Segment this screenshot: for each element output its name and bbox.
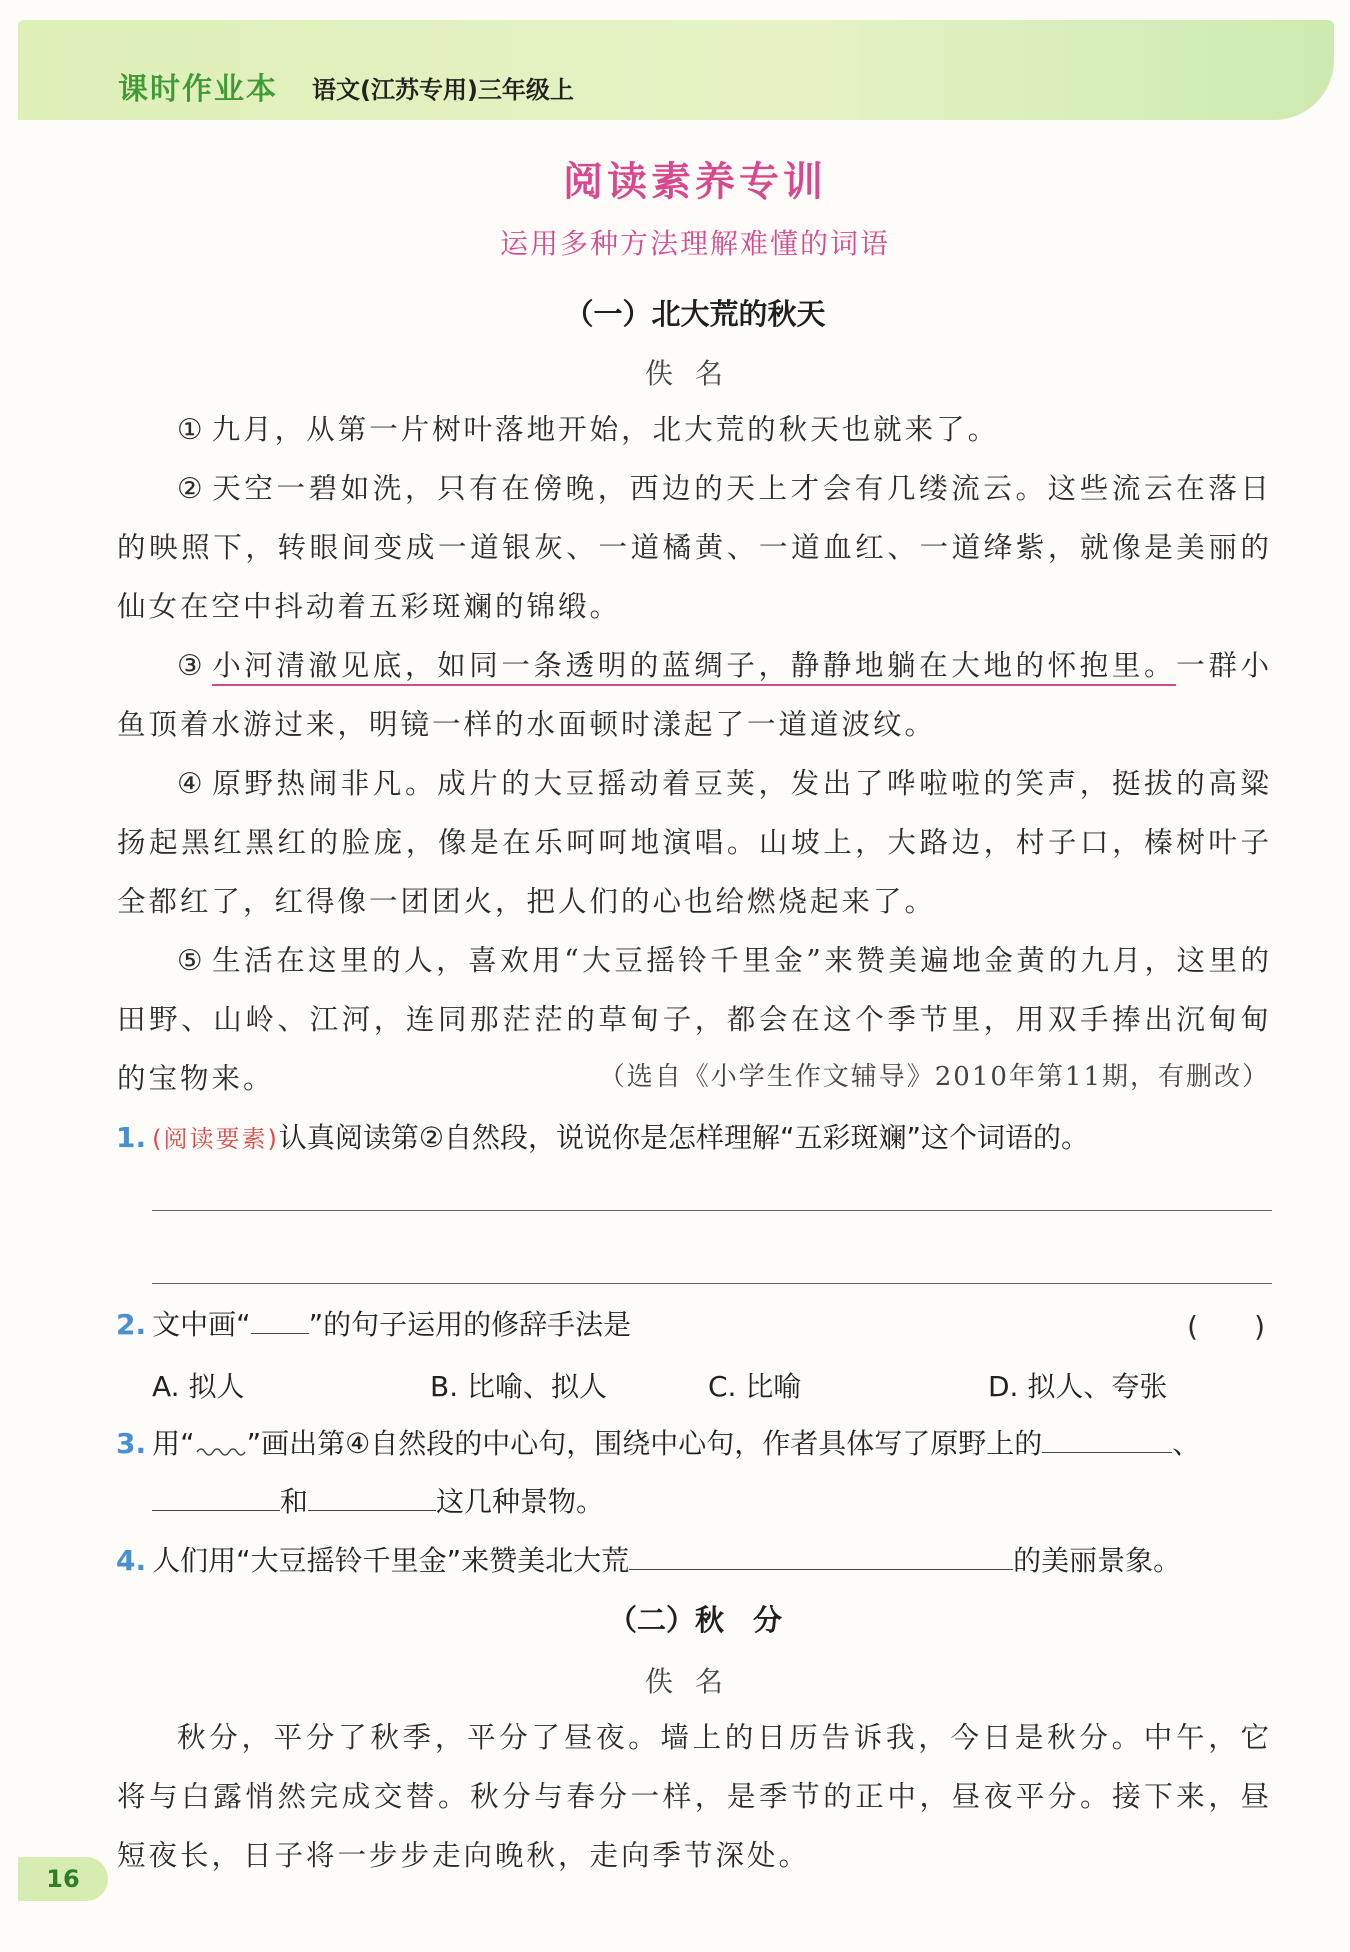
question-2: 2. 文中画“ ”的句子运用的修辞手法是 xyxy=(116,1305,1276,1345)
option-b[interactable]: B. 比喻、拟人 xyxy=(430,1370,608,1403)
source-citation: （选自《小学生作文辅导》2010年第11期，有删改） xyxy=(598,1062,1270,1092)
blank-3[interactable] xyxy=(308,1482,436,1511)
paragraph-1: ① 九月，从第一片树叶落地开始，北大荒的秋天也就来了。 xyxy=(177,413,1000,446)
section2-paragraph: 秋分，平分了秋季，平分了昼夜。墙上的日历告诉我，今日是秋分。中午，它将与白露悄然完成交替。秋分与春分一样，是季节的正中，昼夜平分。接下来，昼短夜长，日子将一步步走向晚秋，走向季节深处。 xyxy=(117,1721,1272,1872)
paragraph-4: ④ 原野热闹非凡。成片的大豆摇动着豆荚，发出了哗啦啦的笑声，挺拔的高粱扬起黑红黑红的脸庞，像是在乐呵呵地演唱。山坡上，大路边，村子口，榛树叶子全都红了，红得像一团团火，把人们的心也给燃烧起来了。 xyxy=(117,767,1272,918)
section1-title: （一）北大荒的秋天 xyxy=(564,297,826,331)
option-d[interactable]: D. 拟人、夸张 xyxy=(988,1370,1168,1403)
wavy-line-icon xyxy=(195,1445,247,1459)
paragraph-2: ② 天空一碧如洗，只有在傍晚，西边的天上才会有几缕流云。这些流云在落日的映照下，转眼间变成一道银灰、一道橘黄、一道血红、一道绛紫，就像是美丽的仙女在空中抖动着五彩斑斓的锦缎。 xyxy=(117,472,1272,623)
page-title: 阅读素养专训 xyxy=(563,159,827,205)
subject-label: 语文(江苏专用)三年级上 xyxy=(312,76,574,104)
blank-1[interactable] xyxy=(1042,1424,1172,1453)
answer-line-2[interactable] xyxy=(152,1283,1272,1284)
brand-title: 课时作业本 xyxy=(118,72,278,107)
option-c[interactable]: C. 比喻 xyxy=(708,1370,802,1403)
answer-paren[interactable]: ( ) xyxy=(1187,1310,1265,1343)
blank-4[interactable] xyxy=(629,1541,1013,1570)
section2-title: （二）秋 分 xyxy=(607,1603,782,1637)
question-3-line2: 和 这几种景物。 xyxy=(116,1482,1276,1522)
blank-2[interactable] xyxy=(152,1482,280,1511)
underlined-sentence: 小河清澈见底，如同一条透明的蓝绸子，静静地躺在大地的怀抱里。 xyxy=(212,649,1176,686)
question-4: 4. 人们用“大豆摇铃千里金”来赞美北大荒 的美丽景象。 xyxy=(116,1541,1276,1581)
page-subtitle: 运用多种方法理解难懂的词语 xyxy=(499,227,890,260)
question-1: 1. (阅读要素)认真阅读第②自然段，说说你是怎样理解“五彩斑斓”这个词语的。 xyxy=(116,1121,1089,1154)
option-a[interactable]: A. 拟人 xyxy=(152,1370,245,1403)
paragraph-3: ③ 小河清澈见底，如同一条透明的蓝绸子，静静地躺在大地的怀抱里。一群小鱼顶着水游过来，明镜一样的水面顿时漾起了一道道波纹。 xyxy=(117,649,1272,741)
page-number: 16 xyxy=(18,1857,108,1901)
answer-line-1[interactable] xyxy=(152,1210,1272,1211)
question-3: 3. 用“ ”画出第④自然段的中心句，围绕中心句，作者具体写了原野上的 、 xyxy=(116,1424,1276,1464)
reading-tag: (阅读要素) xyxy=(152,1125,279,1153)
underline-sample xyxy=(251,1305,309,1334)
paragraph-5: ⑤ 生活在这里的人，喜欢用“大豆摇铃千里金”来赞美遍地金黄的九月，这里的田野、山岭、江河，连同那茫茫的草甸子，都会在这个季节里，用双手捧出沉甸甸的宝物来。 xyxy=(117,944,1272,1095)
section2-author: 佚名 xyxy=(644,1665,745,1698)
section1-author: 佚名 xyxy=(644,357,745,390)
